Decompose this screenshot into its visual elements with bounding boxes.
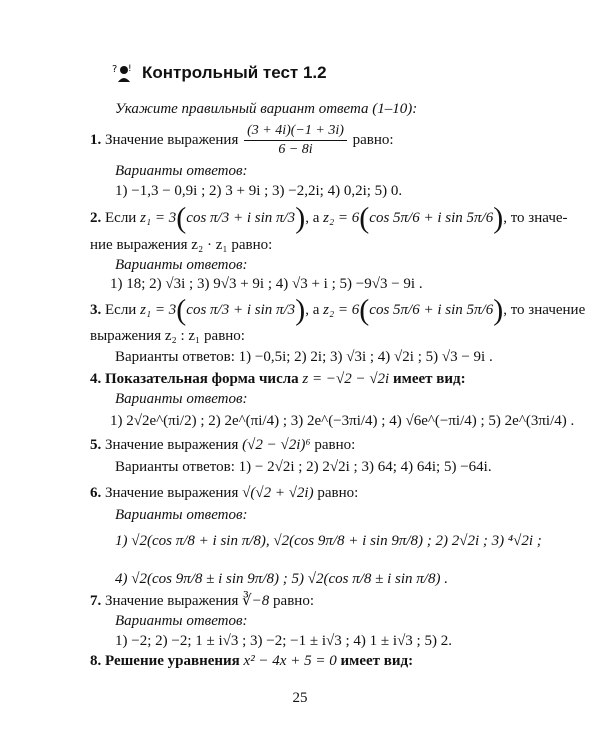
z2-expression: z₂ = 6 — [323, 302, 360, 318]
question-number: 3. — [90, 302, 102, 318]
question-text: Значение выражения — [105, 437, 239, 453]
question-tail: имеет вид: — [340, 653, 414, 669]
question-tail: равно: — [352, 132, 394, 148]
question-5 — [90, 432, 355, 458]
thinking-person-icon — [112, 62, 134, 84]
question-text: Показательная форма числа — [105, 371, 299, 387]
answers: Варианты ответов: 1) − 2√2i ; 2) 2√2i ; 3) 64; 4) 64i; 5) −64i. — [115, 459, 492, 475]
fraction-denominator: 6 − 8i — [278, 142, 313, 158]
variants-label: Варианты ответов: — [115, 257, 248, 273]
question-text: Если — [105, 302, 137, 318]
fraction — [244, 122, 347, 159]
z1-expression: z₁ = 3 — [140, 302, 177, 318]
answers: 1) 18; 2) √3i ; 3) 9√3 + 9i ; 4) √3 + i ; 5) −9√3 − 9i . — [110, 276, 423, 292]
question-continuation: ние выражения z₂ · z₁ равно: — [90, 237, 273, 253]
answers: 1) 2√2e^(πi/2) ; 2) 2e^(πi/4) ; 3) 2e^(−3πi/4) ; 4) √6e^(−πi/4) ; 5) 2e^(3πi/4) . — [110, 413, 575, 429]
question-1 — [90, 122, 394, 159]
question-continuation: выражения z₂ : z₁ равно: — [90, 328, 245, 344]
question-number: 1. — [90, 132, 102, 148]
answers-line-2: 4) √2(cos 9π/8 ± i sin 9π/8) ; 5) √2(cos π/8 ± i sin π/8) . — [115, 571, 448, 587]
question-3: 3. Если z₁ = 3(cos π/3 + i sin π/3), а z₂ = 6(cos 5π/6 + i sin 5π/6), то значение — [90, 293, 586, 327]
question-tail: , то значе- — [503, 210, 568, 226]
instruction: Укажите правильный вариант ответа (1–10): — [115, 101, 418, 117]
question-6 — [90, 480, 358, 506]
question-number: 5. — [90, 437, 102, 453]
question-tail: имеет вид: — [392, 371, 466, 387]
trig-form-1: cos π/3 + i sin π/3 — [186, 302, 296, 318]
question-tail: , то значение — [503, 302, 586, 318]
question-text: Значение выражения — [105, 485, 239, 501]
expression: z = −√2 − √2i — [302, 371, 390, 387]
answers: Варианты ответов: 1) −0,5i; 2) 2i; 3) √3i ; 4) √2i ; 5) √3 − 9i . — [115, 349, 493, 365]
answers: 1) −2; 2) −2; 1 ± i√3 ; 3) −2; −1 ± i√3 ; 4) 1 ± i√3 ; 5) 2. — [115, 633, 452, 649]
variants-label: Варианты ответов: — [115, 613, 248, 629]
question-2: 2. Если z₁ = 3(cos π/3 + i sin π/3), а z₂ = 6(cos 5π/6 + i sin 5π/6), то значе- — [90, 201, 568, 235]
page-number: 25 — [292, 690, 308, 706]
section-header — [112, 62, 327, 84]
trig-form-2: cos 5π/6 + i sin 5π/6 — [369, 302, 494, 318]
answers-line-1: 1) √2(cos π/8 + i sin π/8), √2(cos 9π/8 + i sin 9π/8) ; 2) 2√2i ; 3) ⁴√2i ; — [115, 533, 542, 549]
variants-label: Варианты ответов: — [115, 163, 248, 179]
trig-form-1: cos π/3 + i sin π/3 — [186, 210, 296, 226]
question-number: 6. — [90, 485, 102, 501]
conjunction: , а — [305, 302, 320, 318]
question-text: Решение уравнения — [105, 653, 240, 669]
svg-text:!: ! — [128, 64, 132, 74]
variants-label: Варианты ответов: — [115, 391, 248, 407]
question-8 — [90, 650, 413, 672]
section-title: Контрольный тест 1.2 — [142, 63, 327, 82]
svg-text:?: ? — [112, 64, 118, 75]
question-tail: равно: — [273, 593, 314, 609]
trig-form-2: cos 5π/6 + i sin 5π/6 — [369, 210, 494, 226]
question-number: 4. — [90, 371, 102, 387]
question-7 — [90, 590, 314, 612]
z2-expression: z₂ = 6 — [323, 210, 360, 226]
question-text: Если — [105, 210, 137, 226]
expression: (√2 − √2i)⁶ — [242, 437, 311, 453]
question-number: 8. — [90, 653, 102, 669]
conjunction: , а — [305, 210, 320, 226]
question-number: 7. — [90, 593, 102, 609]
expression: ∛−8 — [242, 593, 270, 609]
variants-label: Варианты ответов: — [115, 507, 248, 523]
answers: 1) −1,3 − 0,9i ; 2) 3 + 9i ; 3) −2,2i; 4) 0,2i; 5) 0. — [115, 183, 403, 199]
question-4 — [90, 368, 466, 390]
expression: x² − 4x + 5 = 0 — [243, 653, 337, 669]
z1-expression: z₁ = 3 — [140, 210, 177, 226]
question-tail: равно: — [314, 437, 356, 453]
question-number: 2. — [90, 210, 102, 226]
expression: √(√2 + √2i) — [242, 485, 314, 501]
question-text: Значение выражения — [105, 593, 239, 609]
fraction-numerator: (3 + 4i)(−1 + 3i) — [244, 122, 347, 141]
question-tail: равно: — [317, 485, 359, 501]
question-text: Значение выражения — [105, 132, 239, 148]
